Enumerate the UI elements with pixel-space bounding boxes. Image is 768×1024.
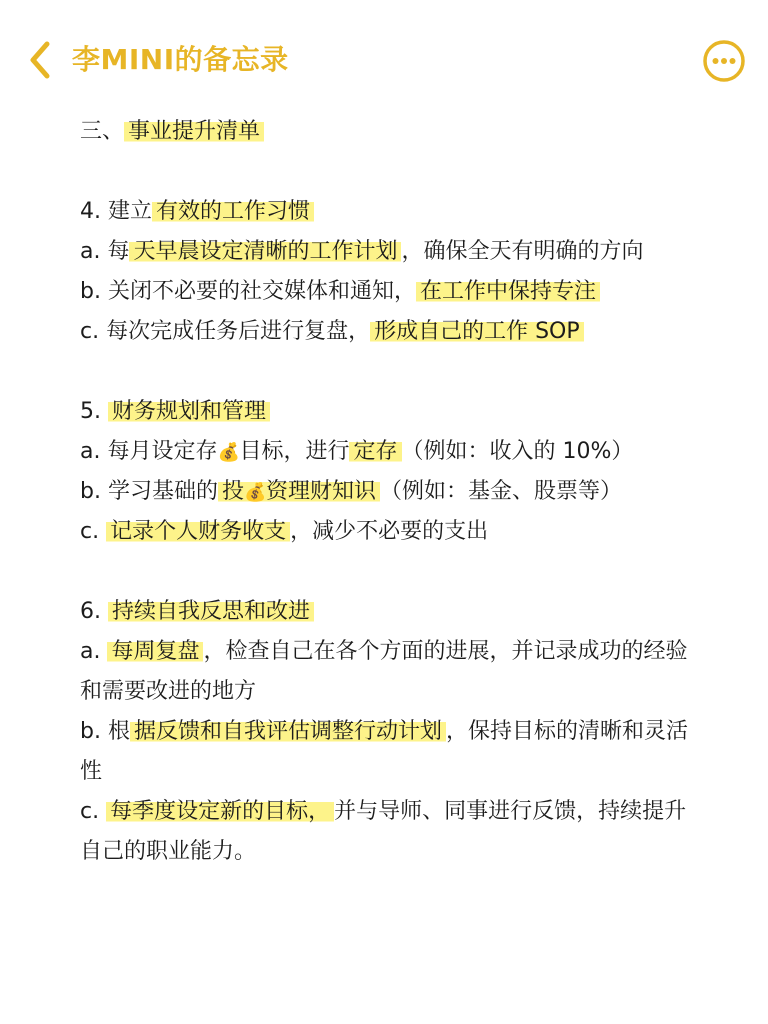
money-bag-icon: 💰 <box>243 482 267 503</box>
item-4a: a. 每 天早晨设定清晰的工作计划 ，确保全天有明确的方向 <box>80 239 644 264</box>
highlight: 有效的工作习惯 <box>152 199 314 224</box>
item-6-heading: 6. 持续自我反思和改进 <box>80 592 700 632</box>
item-4-heading: 4. 建立 有效的工作习惯 <box>80 192 700 232</box>
highlight: 形成自己的工作 SOP <box>370 319 584 344</box>
chevron-left-icon <box>27 40 53 80</box>
header-bar <box>0 0 768 120</box>
more-options-button[interactable] <box>702 39 746 83</box>
highlight: 每季度设定新的目标， <box>106 799 334 824</box>
more-horizontal-icon <box>702 39 746 83</box>
page-title: 李MINI的备忘录 <box>72 43 289 76</box>
highlight: 定存 <box>349 439 401 464</box>
highlight: 每周复盘 <box>107 639 203 664</box>
item-6b: b. 根 据反馈和自我评估调整行动计划 ，保持目标的清晰和灵活性 <box>80 719 688 784</box>
back-button[interactable] <box>22 36 58 84</box>
item-4c: c. 每次完成任务后进行复盘， 形成自己的工作 SOP <box>80 312 700 352</box>
highlight: 财务规划和管理 <box>108 399 270 424</box>
item-5-heading: 5. 财务规划和管理 <box>80 392 700 432</box>
highlight: 天早晨设定清晰的工作计划 <box>129 239 401 264</box>
item-4b: b. 关闭不必要的社交媒体和通知， 在工作中保持专注 <box>80 272 700 312</box>
highlight: 投💰资理财知识 <box>218 479 380 504</box>
highlight: 事业提升清单 <box>124 119 264 144</box>
item-5b: b. 学习基础的 投💰资理财知识 （例如：基金、股票等） <box>80 472 700 512</box>
item-6a: a. 每周复盘 ，检查自己在各个方面的进展，并记录成功的经验和需要改进的地方 <box>80 639 688 704</box>
item-5a: a. 每月设定存💰目标，进行 定存 （例如：收入的 10%） <box>80 432 700 472</box>
highlight: 在工作中保持专注 <box>416 279 600 304</box>
money-bag-icon: 💰 <box>217 442 240 463</box>
highlight: 持续自我反思和改进 <box>108 599 314 624</box>
item-6c: c. 每季度设定新的目标， 并与导师、同事进行反馈，持续提升自己的职业能力。 <box>80 799 687 864</box>
highlight: 记录个人财务收支 <box>106 519 290 544</box>
highlight: 据反馈和自我评估调整行动计划 <box>130 719 446 744</box>
note-body <box>80 112 700 872</box>
item-5c: c. 记录个人财务收支 ，减少不必要的支出 <box>80 519 489 544</box>
section-heading: 三、 事业提升清单 <box>80 112 700 152</box>
